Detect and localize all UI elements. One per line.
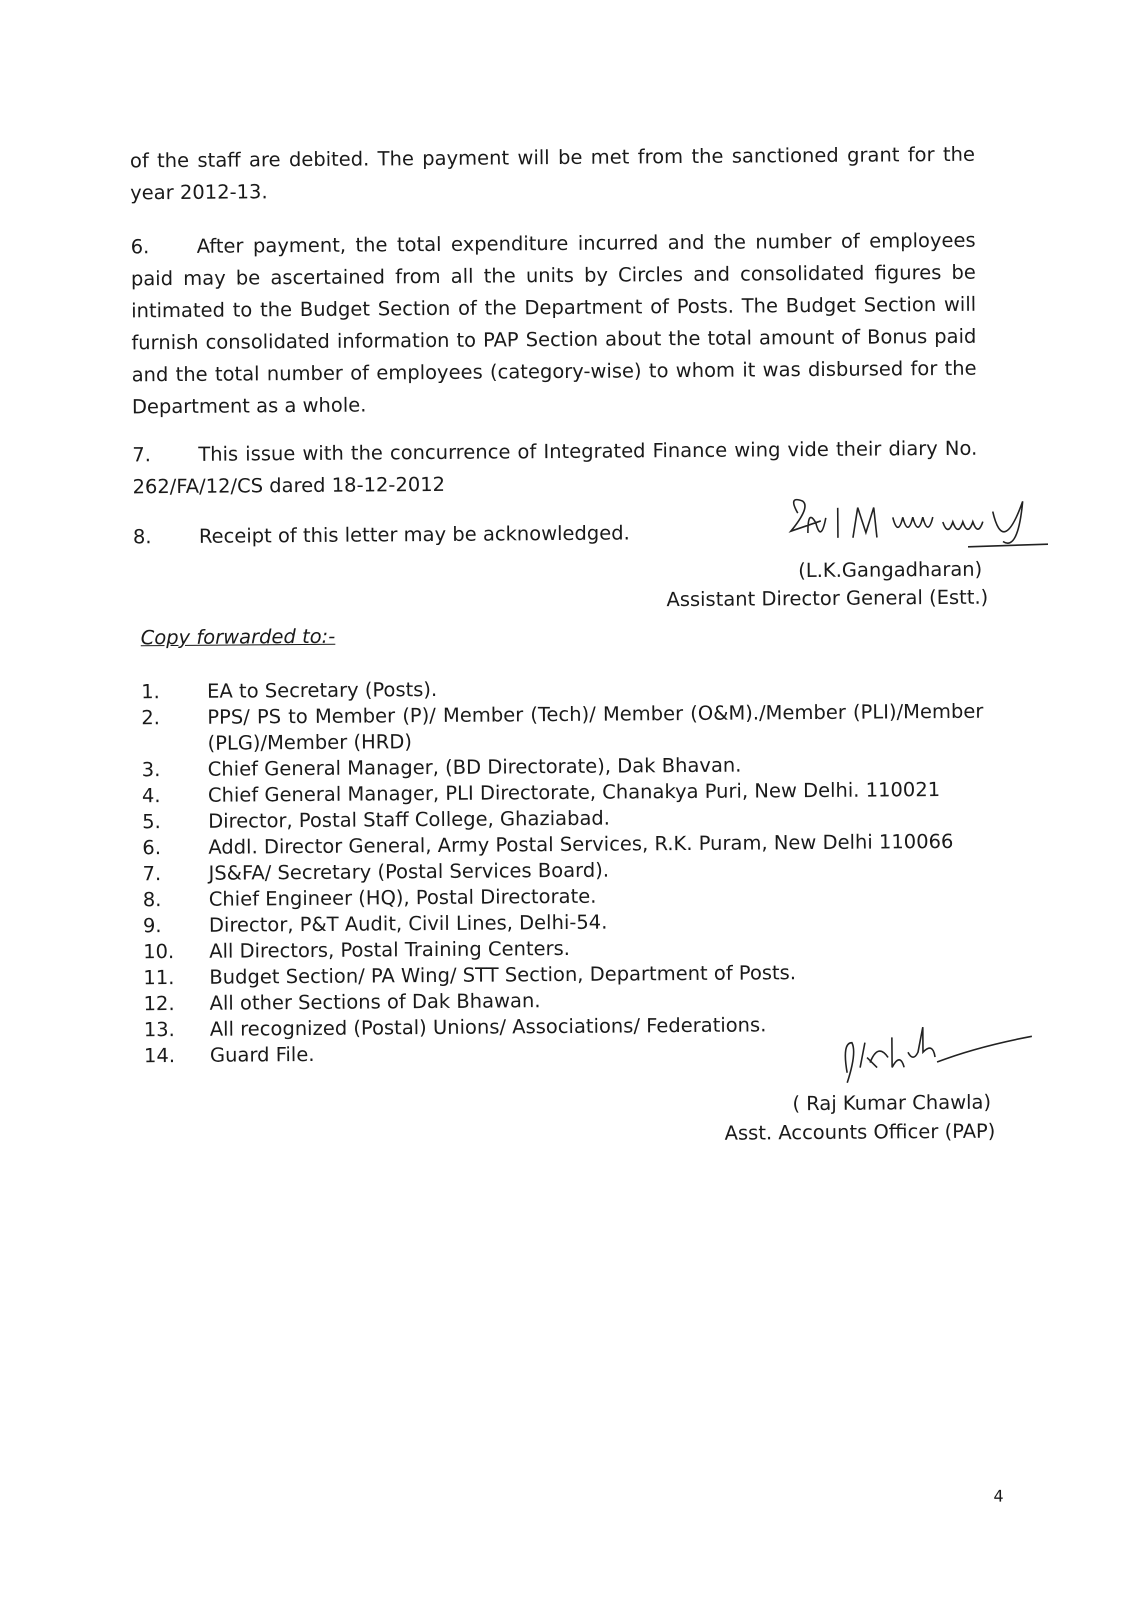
paragraph-continuation: of the staff are debited. The payment will be met from the sanctioned grant for the year 2012-13. bbox=[129, 142, 976, 205]
signatory-title: Assistant Director General (Estt.) bbox=[666, 585, 989, 612]
item-text: EA to Secretary (Posts). bbox=[207, 677, 438, 703]
item-number: 3. bbox=[141, 758, 161, 782]
signatory-name: ( Raj Kumar Chawla) bbox=[792, 1090, 992, 1116]
item-number: 6. bbox=[142, 836, 162, 860]
item-text: Director, Postal Staff College, Ghaziabad. bbox=[208, 806, 611, 833]
item-number: 13. bbox=[143, 1018, 175, 1042]
item-text: Budget Section/ PA Wing/ STT Section, Department of Posts. bbox=[209, 961, 797, 989]
item-number: 10. bbox=[143, 940, 175, 964]
signatory-title: Asst. Accounts Officer (PAP) bbox=[724, 1119, 996, 1145]
paragraph-number: 8. bbox=[132, 525, 152, 549]
item-number: 8. bbox=[142, 888, 162, 912]
item-number: 14. bbox=[143, 1044, 176, 1068]
item-text: Chief Engineer (HQ), Postal Directorate. bbox=[208, 884, 597, 911]
item-text: All Directors, Postal Training Centers. bbox=[209, 936, 571, 963]
item-text: Guard File. bbox=[209, 1042, 315, 1067]
item-number: 7. bbox=[142, 862, 162, 886]
item-text: All recognized (Postal) Unions/ Associations/ Federations. bbox=[209, 1013, 767, 1041]
paragraph-text: This issue with the concurrence of Integrated Finance wing vide their diary No. 262/FA/12/CS dared 18-12-2012 bbox=[132, 436, 978, 499]
item-number: 4. bbox=[141, 784, 161, 808]
item-text: PPS/ PS to Member (P)/ Member (Tech)/ Member (O&M)./Member (PLI)/Member (PLG)/Member (HRD) bbox=[207, 699, 984, 755]
item-number: 12. bbox=[143, 992, 175, 1016]
signatory-name: (L.K.Gangadharan) bbox=[798, 557, 983, 583]
paragraph-number: 6. bbox=[130, 235, 150, 259]
paragraph-number: 7. bbox=[132, 443, 151, 467]
item-number: 5. bbox=[142, 810, 161, 834]
copy-forwarded-heading: Copy forwarded to:- bbox=[140, 624, 336, 650]
item-text: Chief General Manager, PLI Directorate, Chanakya Puri, New Delhi. 110021 bbox=[207, 778, 941, 807]
item-text: Chief General Manager, (BD Directorate), Dak Bhavan. bbox=[207, 753, 742, 781]
item-number: 11. bbox=[143, 966, 175, 990]
item-number: 2. bbox=[141, 706, 161, 730]
list-item bbox=[141, 699, 991, 758]
item-number: 1. bbox=[141, 680, 160, 704]
signature-chawla bbox=[812, 1016, 1043, 1098]
paragraph-text: After payment, the total expenditure incurred and the number of employees paid may be ascertained from all the units by Circles and consolidated figures be intimated to the Budget Section of the Department of Posts. The Budget Section will furnish consolidated information to PAP Section about the total amount of Bonus paid and the total number of employees (category-wise) to whom it was disbursed for the Department as a whole. bbox=[130, 228, 977, 419]
paragraph-6 bbox=[131, 225, 977, 424]
item-text: Director, P&T Audit, Civil Lines, Delhi-54. bbox=[208, 910, 608, 937]
copy-list bbox=[141, 673, 994, 1070]
item-number: 9. bbox=[142, 914, 162, 938]
item-text: Addl. Director General, Army Postal Services, R.K. Puram, New Delhi 110066 bbox=[208, 829, 954, 859]
item-text: All other Sections of Dak Bhawan. bbox=[209, 989, 541, 1015]
paragraph-text: Receipt of this letter may be acknowledged. bbox=[198, 521, 630, 548]
page-number: 4 bbox=[993, 1486, 1004, 1506]
item-text: JS&FA/ Secretary (Postal Services Board). bbox=[208, 858, 610, 885]
